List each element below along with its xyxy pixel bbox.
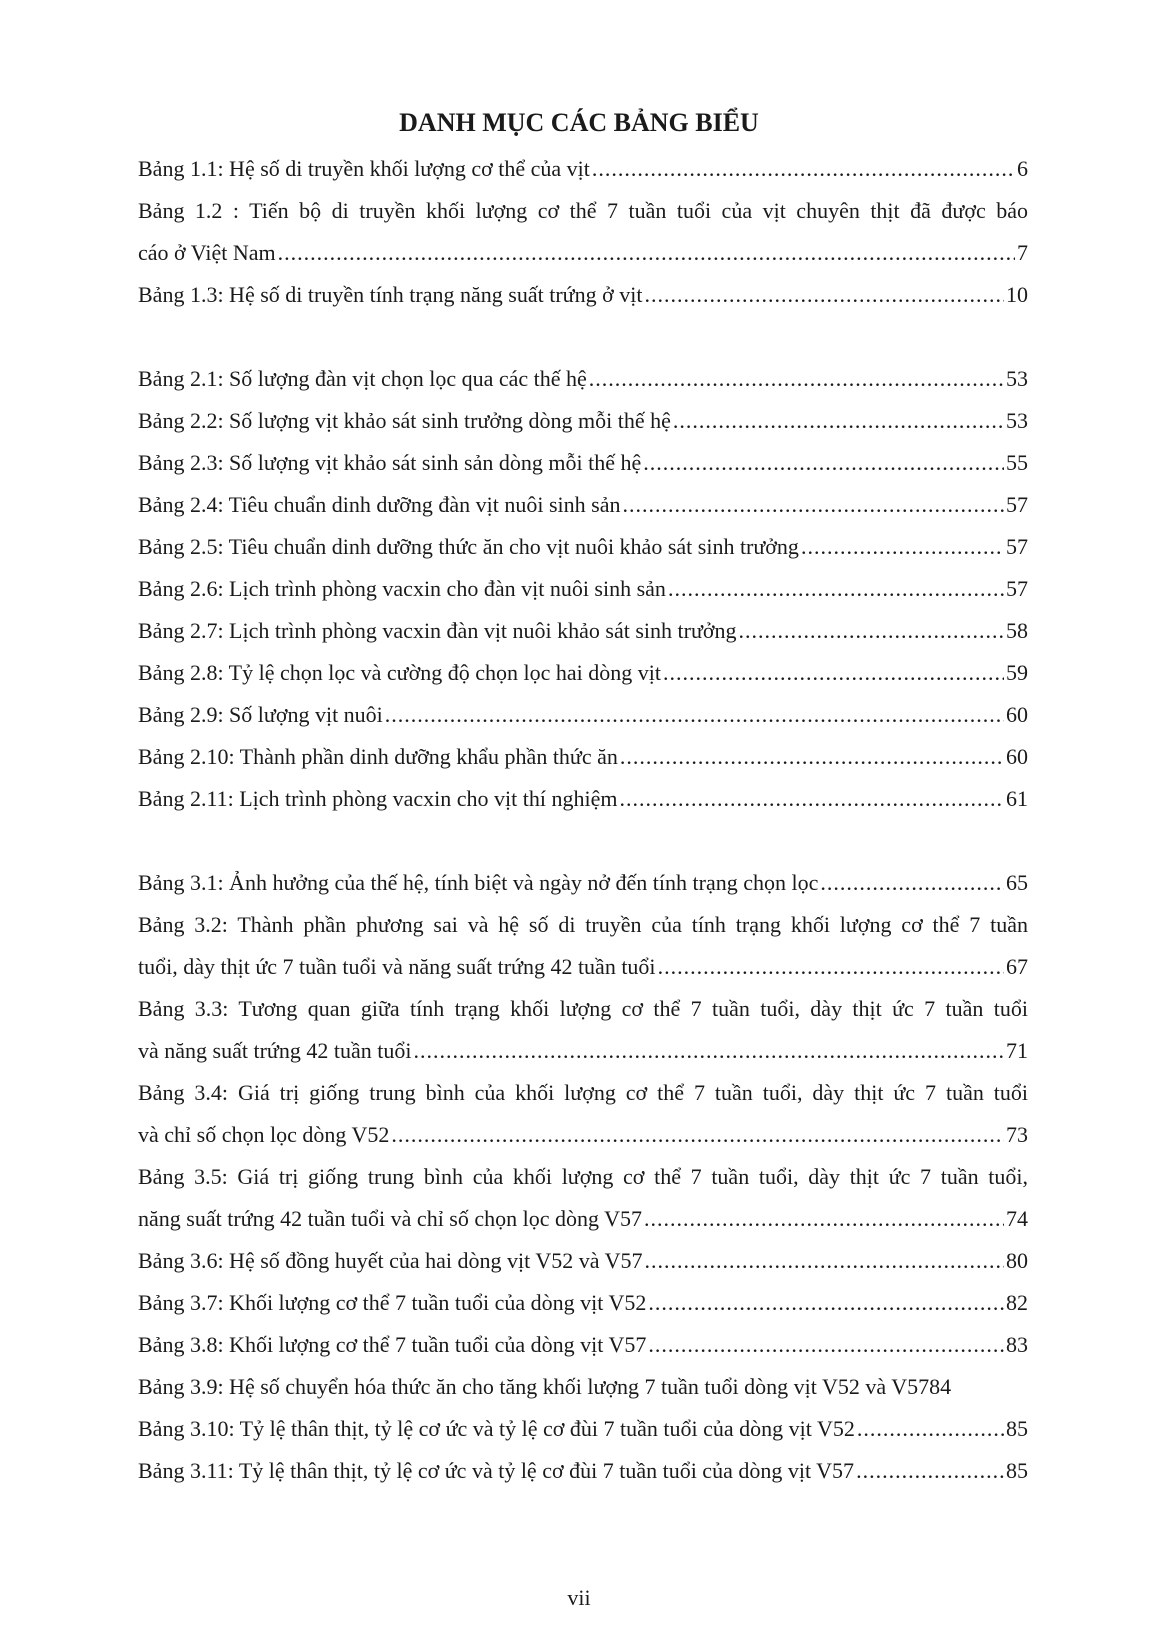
dot-leader (413, 1030, 1004, 1072)
toc-entry[interactable] (138, 526, 1028, 568)
toc-entry[interactable] (138, 1240, 1028, 1282)
toc-page-number: 59 (1006, 660, 1028, 685)
toc-entry-text: Bảng 3.1: Ảnh hưởng của thế hệ, tính biệt và ngày nở đến tính trạng chọn lọc (138, 870, 819, 895)
toc-entry[interactable] (138, 1408, 1028, 1450)
dot-leader (620, 736, 1004, 778)
dot-leader (643, 442, 1004, 484)
toc-entry[interactable] (138, 358, 1028, 400)
toc-entry-text: và năng suất trứng 42 tuần tuổi (138, 1038, 412, 1063)
dot-leader (801, 526, 1004, 568)
toc-entry[interactable] (138, 1282, 1028, 1324)
toc-entry[interactable] (138, 400, 1028, 442)
toc-entry[interactable] (138, 442, 1028, 484)
page-title: DANH MỤC CÁC BẢNG BIỂU (399, 108, 759, 137)
toc-page-number: 7 (1017, 240, 1028, 265)
toc-page-number: 67 (1006, 954, 1028, 979)
toc-entry[interactable] (138, 694, 1028, 736)
dot-leader (857, 1408, 1004, 1450)
dot-leader (589, 358, 1004, 400)
toc-entry-text: Bảng 3.3: Tương quan giữa tính trạng khối lượng cơ thể 7 tuần tuổi, dày thịt ức 7 tuần tuổi (138, 996, 1028, 1021)
toc-page-number: 85 (1006, 1458, 1028, 1483)
toc-entry[interactable] (138, 1366, 1028, 1408)
toc-page-number: 53 (1006, 408, 1028, 433)
toc-entry-text: Bảng 2.7: Lịch trình phòng vacxin đàn vịt nuôi khảo sát sinh trưởng (138, 618, 737, 643)
toc-entry[interactable] (138, 1072, 1028, 1156)
dot-leader (391, 1114, 1004, 1156)
toc-entry-text: Bảng 3.6: Hệ số đồng huyết của hai dòng vịt V52 và V57 (138, 1248, 643, 1273)
toc-entry-text: và chỉ số chọn lọc dòng V52 (138, 1122, 390, 1147)
toc-entry[interactable] (138, 1324, 1028, 1366)
toc-entry-text: Bảng 2.9: Số lượng vịt nuôi (138, 702, 383, 727)
toc-entry-text: Bảng 3.10: Tỷ lệ thân thịt, tỷ lệ cơ ức và tỷ lệ cơ đùi 7 tuần tuổi của dòng vịt V52 (138, 1416, 855, 1441)
toc-entry-text: tuổi, dày thịt ức 7 tuần tuổi và năng suất trứng 42 tuần tuổi (138, 954, 656, 979)
toc-page-number: 65 (1006, 870, 1028, 895)
toc-entry-text: Bảng 1.1: Hệ số di truyền khối lượng cơ thể của vịt (138, 156, 590, 181)
toc-page-number: 84 (929, 1374, 952, 1399)
toc-entry-text: Bảng 1.3: Hệ số di truyền tính trạng năng suất trứng ở vịt (138, 282, 643, 307)
dot-leader (648, 1282, 1004, 1324)
group-spacer (138, 316, 1028, 358)
dot-leader (592, 148, 1015, 190)
toc-entry[interactable] (138, 988, 1028, 1072)
dot-leader (820, 862, 1004, 904)
toc-page-number: 74 (1006, 1206, 1028, 1231)
dot-leader (644, 1198, 1004, 1240)
dot-leader (856, 1450, 1004, 1492)
toc-entry-text: cáo ở Việt Nam (138, 240, 276, 265)
toc-entry-text: Bảng 3.8: Khối lượng cơ thể 7 tuần tuổi của dòng vịt V57 (138, 1332, 647, 1357)
dot-leader (663, 652, 1004, 694)
toc-page-number: 85 (1006, 1416, 1028, 1441)
toc-page-number: 80 (1006, 1248, 1028, 1273)
toc-entry[interactable] (138, 274, 1028, 316)
toc-entry-text: Bảng 2.10: Thành phần dinh dưỡng khẩu phần thức ăn (138, 744, 618, 769)
toc-entry[interactable] (138, 736, 1028, 778)
toc-entry-text: Bảng 3.11: Tỷ lệ thân thịt, tỷ lệ cơ ức và tỷ lệ cơ đùi 7 tuần tuổi của dòng vịt V57 (138, 1458, 855, 1483)
toc-entry[interactable] (138, 190, 1028, 274)
toc-entry-text: Bảng 2.1: Số lượng đàn vịt chọn lọc qua các thế hệ (138, 366, 587, 391)
dot-leader (619, 778, 1004, 820)
toc-entry-text: Bảng 2.2: Số lượng vịt khảo sát sinh trưởng dòng mỗi thế hệ (138, 408, 671, 433)
toc-page-number: 53 (1006, 366, 1028, 391)
toc-page-number: 10 (1006, 282, 1028, 307)
toc-page-number: 57 (1006, 534, 1028, 559)
toc-entry-text: Bảng 2.4: Tiêu chuẩn dinh dưỡng đàn vịt nuôi sinh sản (138, 492, 621, 517)
dot-leader (644, 274, 1004, 316)
toc-entry-text: năng suất trứng 42 tuần tuổi và chỉ số chọn lọc dòng V57 (138, 1206, 643, 1231)
toc-page-number: 73 (1006, 1122, 1028, 1147)
toc-entry-text: Bảng 2.3: Số lượng vịt khảo sát sinh sản dòng mỗi thế hệ (138, 450, 642, 475)
toc-page-number: 60 (1006, 702, 1028, 727)
toc-entry[interactable] (138, 862, 1028, 904)
dot-leader (623, 484, 1005, 526)
toc-entry-text: Bảng 2.11: Lịch trình phòng vacxin cho vịt thí nghiệm (138, 786, 618, 811)
toc-entry-text: Bảng 3.2: Thành phần phương sai và hệ số di truyền của tính trạng khối lượng cơ thể 7 tuần (138, 912, 1028, 937)
dot-leader (658, 946, 1004, 988)
toc-entry[interactable] (138, 778, 1028, 820)
toc-entry[interactable] (138, 652, 1028, 694)
toc-page-number: 55 (1006, 450, 1028, 475)
toc-entry[interactable] (138, 148, 1028, 190)
page-number-footer: vii (567, 1585, 591, 1610)
dot-leader (278, 232, 1015, 274)
table-of-contents (138, 148, 1028, 1492)
toc-entry[interactable] (138, 1450, 1028, 1492)
toc-entry[interactable] (138, 904, 1028, 988)
toc-entry[interactable] (138, 1156, 1028, 1240)
toc-entry-text: Bảng 1.2 : Tiến bộ di truyền khối lượng cơ thể 7 tuần tuổi của vịt chuyên thịt đã được báo (138, 198, 1028, 223)
dot-leader (645, 1240, 1004, 1282)
dot-leader (668, 568, 1004, 610)
toc-entry-text: Bảng 3.4: Giá trị giống trung bình của khối lượng cơ thể 7 tuần tuổi, dày thịt ức 7 tuần tuổi (138, 1080, 1028, 1105)
toc-entry-text: Bảng 3.9: Hệ số chuyển hóa thức ăn cho tăng khối lượng 7 tuần tuổi dòng vịt V52 và V57 (138, 1374, 930, 1399)
dot-leader (385, 694, 1004, 736)
dot-leader (673, 400, 1004, 442)
toc-entry[interactable] (138, 610, 1028, 652)
toc-entry-text: Bảng 3.5: Giá trị giống trung bình của khối lượng cơ thể 7 tuần tuổi, dày thịt ức 7 tuần tuổi, (138, 1164, 1028, 1189)
toc-entry-text: Bảng 2.6: Lịch trình phòng vacxin cho đàn vịt nuôi sinh sản (138, 576, 666, 601)
toc-entry[interactable] (138, 484, 1028, 526)
toc-page-number: 82 (1006, 1290, 1028, 1315)
toc-page-number: 61 (1006, 786, 1028, 811)
toc-page-number: 60 (1006, 744, 1028, 769)
toc-entry-text: Bảng 2.8: Tỷ lệ chọn lọc và cường độ chọn lọc hai dòng vịt (138, 660, 661, 685)
toc-page-number: 57 (1006, 576, 1028, 601)
toc-page-number: 71 (1006, 1038, 1028, 1063)
toc-entry-text: Bảng 3.7: Khối lượng cơ thể 7 tuần tuổi của dòng vịt V52 (138, 1290, 647, 1315)
toc-page-number: 58 (1006, 618, 1028, 643)
dot-leader (648, 1324, 1004, 1366)
toc-page-number: 83 (1006, 1332, 1028, 1357)
toc-page-number: 6 (1017, 156, 1028, 181)
dot-leader (739, 610, 1004, 652)
group-spacer (138, 820, 1028, 862)
toc-entry-text: Bảng 2.5: Tiêu chuẩn dinh dưỡng thức ăn cho vịt nuôi khảo sát sinh trưởng (138, 534, 799, 559)
toc-page-number: 57 (1006, 492, 1028, 517)
toc-entry[interactable] (138, 568, 1028, 610)
